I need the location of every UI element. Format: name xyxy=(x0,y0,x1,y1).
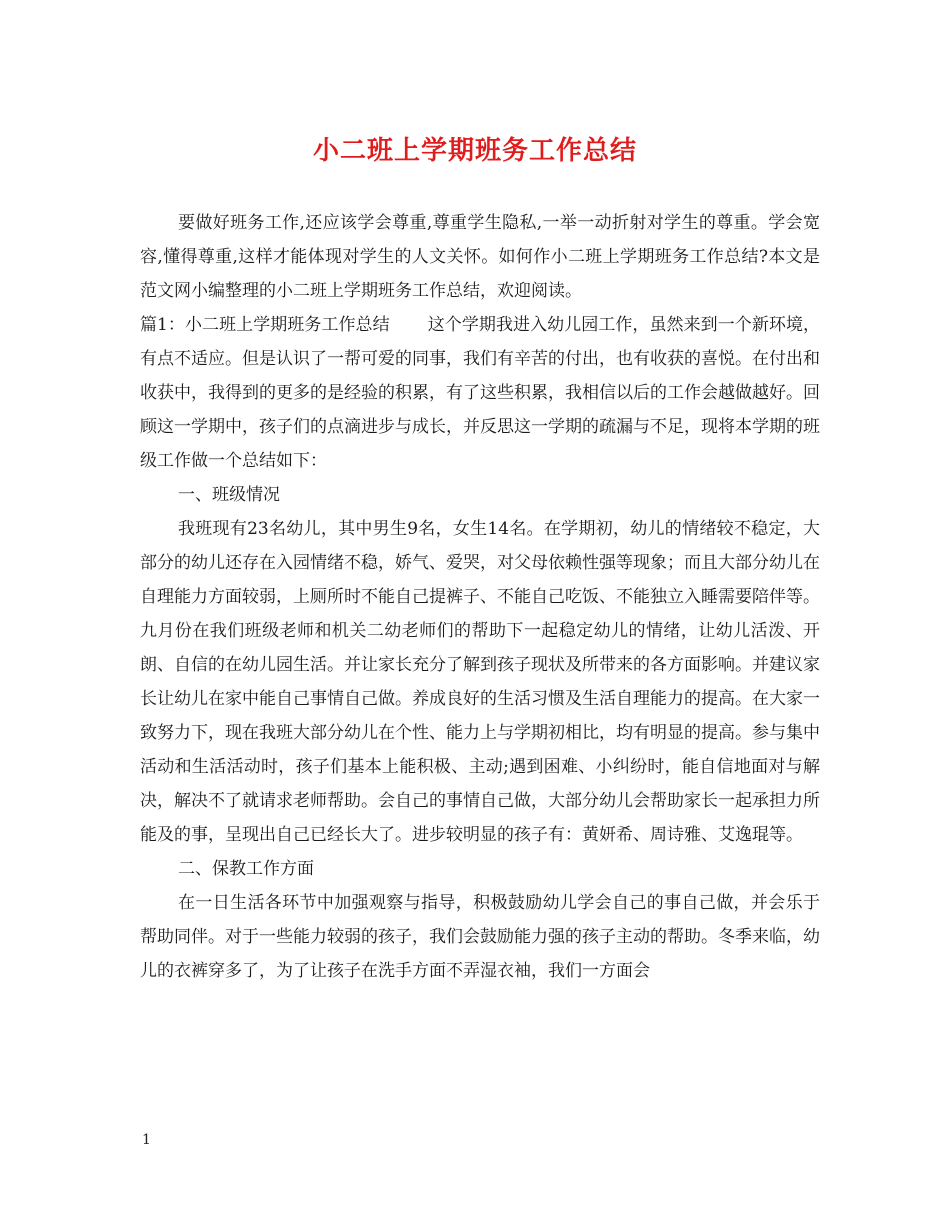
section-heading-care-education: 二、保教工作方面 xyxy=(178,859,314,879)
document-body xyxy=(140,206,820,988)
page-number: 1 xyxy=(142,1132,151,1148)
section-body-care-education: 在一日生活各环节中加强观察与指导，积极鼓励幼儿学会自己的事自己做，并会乐于帮助同伴。对于一些能力较弱的孩子，我们会鼓励能力强的孩子主动的帮助。冬季来临，幼儿的衣裤穿多了，为了让孩子在洗手方面不弄湿衣袖，我们一方面会 xyxy=(140,893,820,981)
section-heading-class-status: 一、班级情况 xyxy=(178,485,280,505)
intro-paragraph: 要做好班务工作,还应该学会尊重,尊重学生隐私,一举一动折射对学生的尊重。学会宽容,懂得尊重,这样才能体现对学生的人文关怀。如何作小二班上学期班务工作总结?本文是范文网小编整理的小二班上学期班务工作总结，欢迎阅读。 xyxy=(140,213,820,301)
article-paragraph xyxy=(140,308,820,478)
article-heading: 篇1：小二班上学期班务工作总结 xyxy=(140,315,390,335)
document-title: 小二班上学期班务工作总结 xyxy=(312,136,637,166)
section-body-class-status: 我班现有23名幼儿，其中男生9名，女生14名。在学期初，幼儿的情绪较不稳定，大部分的幼儿还存在入园情绪不稳，娇气、爱哭，对父母依赖性强等现象；而且大部分幼儿在自理能力方面较弱，上厕所时不能自己提裤子、不能自己吃饭、不能独立入睡需要陪伴等。九月份在我们班级老师和机关二幼老师们的帮助下一起稳定幼儿的情绪，让幼儿活泼、开朗、自信的在幼儿园生活。并让家长充分了解到孩子现状及所带来的各方面影响。并建议家长让幼儿在家中能自己事情自己做。养成良好的生活习惯及生活自理能力的提高。在大家一致努力下，现在我班大部分幼儿在个性、能力上与学期初相比，均有明显的提高。参与集中活动和生活活动时，孩子们基本上能积极、主动;遇到困难、小纠纷时，能自信地面对与解决，解决不了就请求老师帮助。会自己的事情自己做，大部分幼儿会帮助家长一起承担力所能及的事，呈现出自己已经长大了。进步较明显的孩子有：黄妍希、周诗雅、艾逸琨等。 xyxy=(140,519,820,845)
article-lead: 这个学期我进入幼儿园工作，虽然来到一个新环境，有点不适应。但是认识了一帮可爱的同事，我们有辛苦的付出，也有收获的喜悦。在付出和收获中，我得到的更多的是经验的积累，有了这些积累，我相信以后的工作会越做越好。回顾这一学期中，孩子们的点滴进步与成长，并反思这一学期的疏漏与不足，现将本学期的班级工作做一个总结如下： xyxy=(140,315,821,471)
